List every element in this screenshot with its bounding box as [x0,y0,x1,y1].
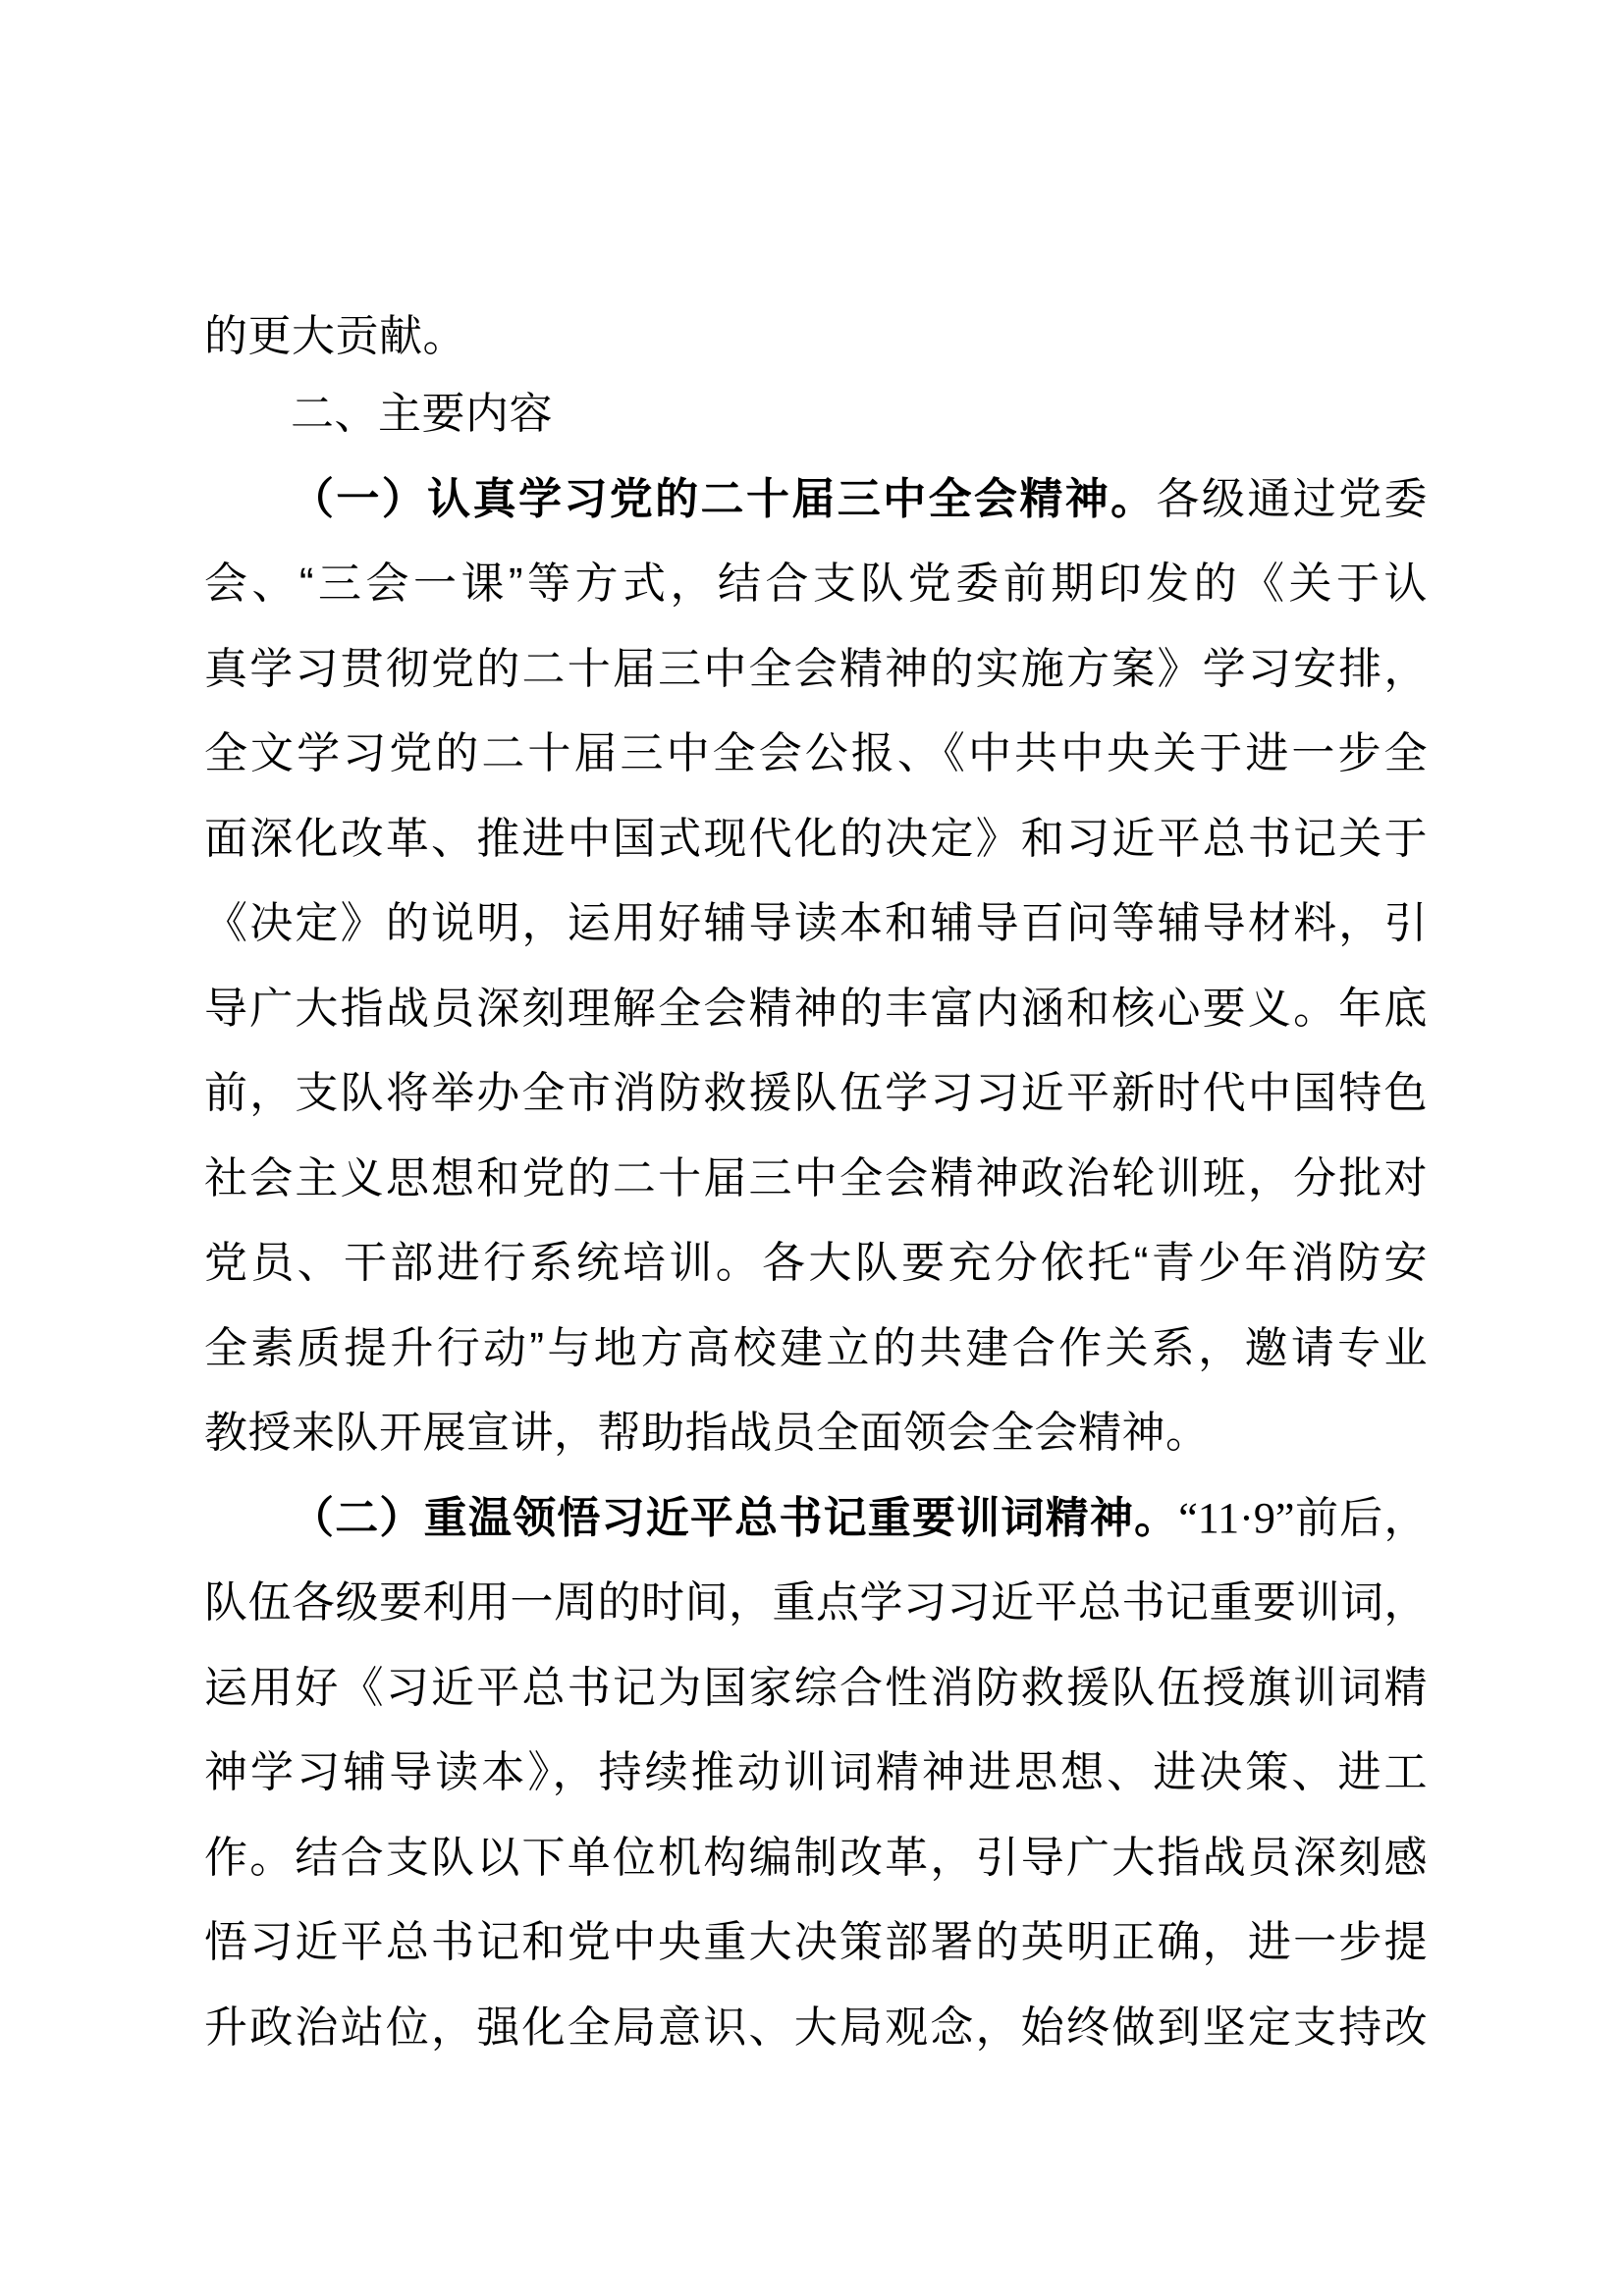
text-run: 社会主义思想和党的二十届三中全会精神政治轮训班，分批对 [204,1153,1428,1202]
text-run: 真学习贯彻党的二十届三中全会精神的实施方案》学习安排， [204,644,1428,693]
text-run: 导广大指战员深刻理解全会精神的丰富内涵和核心要义。年底 [204,984,1428,1033]
para-item-2 [204,1476,1428,2071]
text-run: 作。结合支队以下单位机构编制改革，引导广大指战员深刻感 [204,1833,1428,1882]
text-line [204,1900,1428,1986]
text-line [204,1646,1428,1732]
text-run: 全文学习党的二十届三中全会公报、《中共中央关于进一步全 [204,729,1428,777]
text-line [204,881,1428,967]
bold-text-run: （一）认真学习党的二十届三中全会精神。 [291,474,1157,523]
text-run: 队伍各级要利用一周的时间，重点学习习近平总书记重要训词， [204,1578,1428,1627]
para-item-1 [204,457,1428,1476]
text-line [204,1391,1428,1476]
para-carryover [204,301,1428,372]
text-line [204,627,1428,713]
text-line [204,1561,1428,1646]
text-line [204,372,1428,457]
text-line [204,1051,1428,1137]
text-run: 全素质提升行动”与地方高校建立的共建合作关系，邀请专业 [204,1323,1428,1372]
bold-text-run: （二）重温领悟习近平总书记重要训词精神。 [291,1493,1179,1542]
document-body [204,301,1428,2070]
text-line [204,1986,1428,2071]
text-line [204,1476,1428,1562]
text-run: 教授来队开展宣讲，帮助指战员全面领会全会精神。 [204,1409,1210,1457]
text-run: 神学习辅导读本》，持续推动训词精神进思想、进决策、进工 [204,1748,1428,1796]
text-line [204,1816,1428,1901]
text-line [204,1137,1428,1222]
text-line [204,301,1428,372]
text-run: 运用好《习近平总书记为国家综合性消防救援队伍授旗训词精 [204,1663,1428,1712]
text-run: 前后， [1294,1493,1429,1542]
text-run: 悟习近平总书记和党中央重大决策部署的英明正确，进一步提 [204,1918,1428,1966]
text-line [204,967,1428,1052]
serif-text-run: “11·9” [1178,1493,1295,1542]
text-run: 前，支队将举办全市消防救援队伍学习习近平新时代中国特色 [204,1069,1428,1117]
text-run: 的更大贡献。 [204,312,466,360]
text-run: 会、“三会一课”等方式，结合支队党委前期印发的《关于认 [204,560,1428,608]
text-run: 二、主要内容 [291,390,553,438]
text-line [204,457,1428,543]
text-line [204,1307,1428,1392]
section-heading [204,372,1428,457]
text-line [204,797,1428,882]
text-line [204,1731,1428,1816]
text-run: 《决定》的说明，运用好辅导读本和辅导百问等辅导材料，引 [204,899,1428,947]
text-run: 升政治站位，强化全局意识、大局观念，始终做到坚定支持改 [204,2002,1428,2052]
text-line [204,1221,1428,1307]
text-run: 各级通过党委 [1156,474,1429,523]
text-line [204,542,1428,627]
text-run: 党员、干部进行系统培训。各大队要充分依托“青少年消防安 [204,1239,1428,1287]
text-run: 面深化改革、推进中国式现代化的决定》和习近平总书记关于 [204,814,1428,863]
text-line [204,712,1428,797]
